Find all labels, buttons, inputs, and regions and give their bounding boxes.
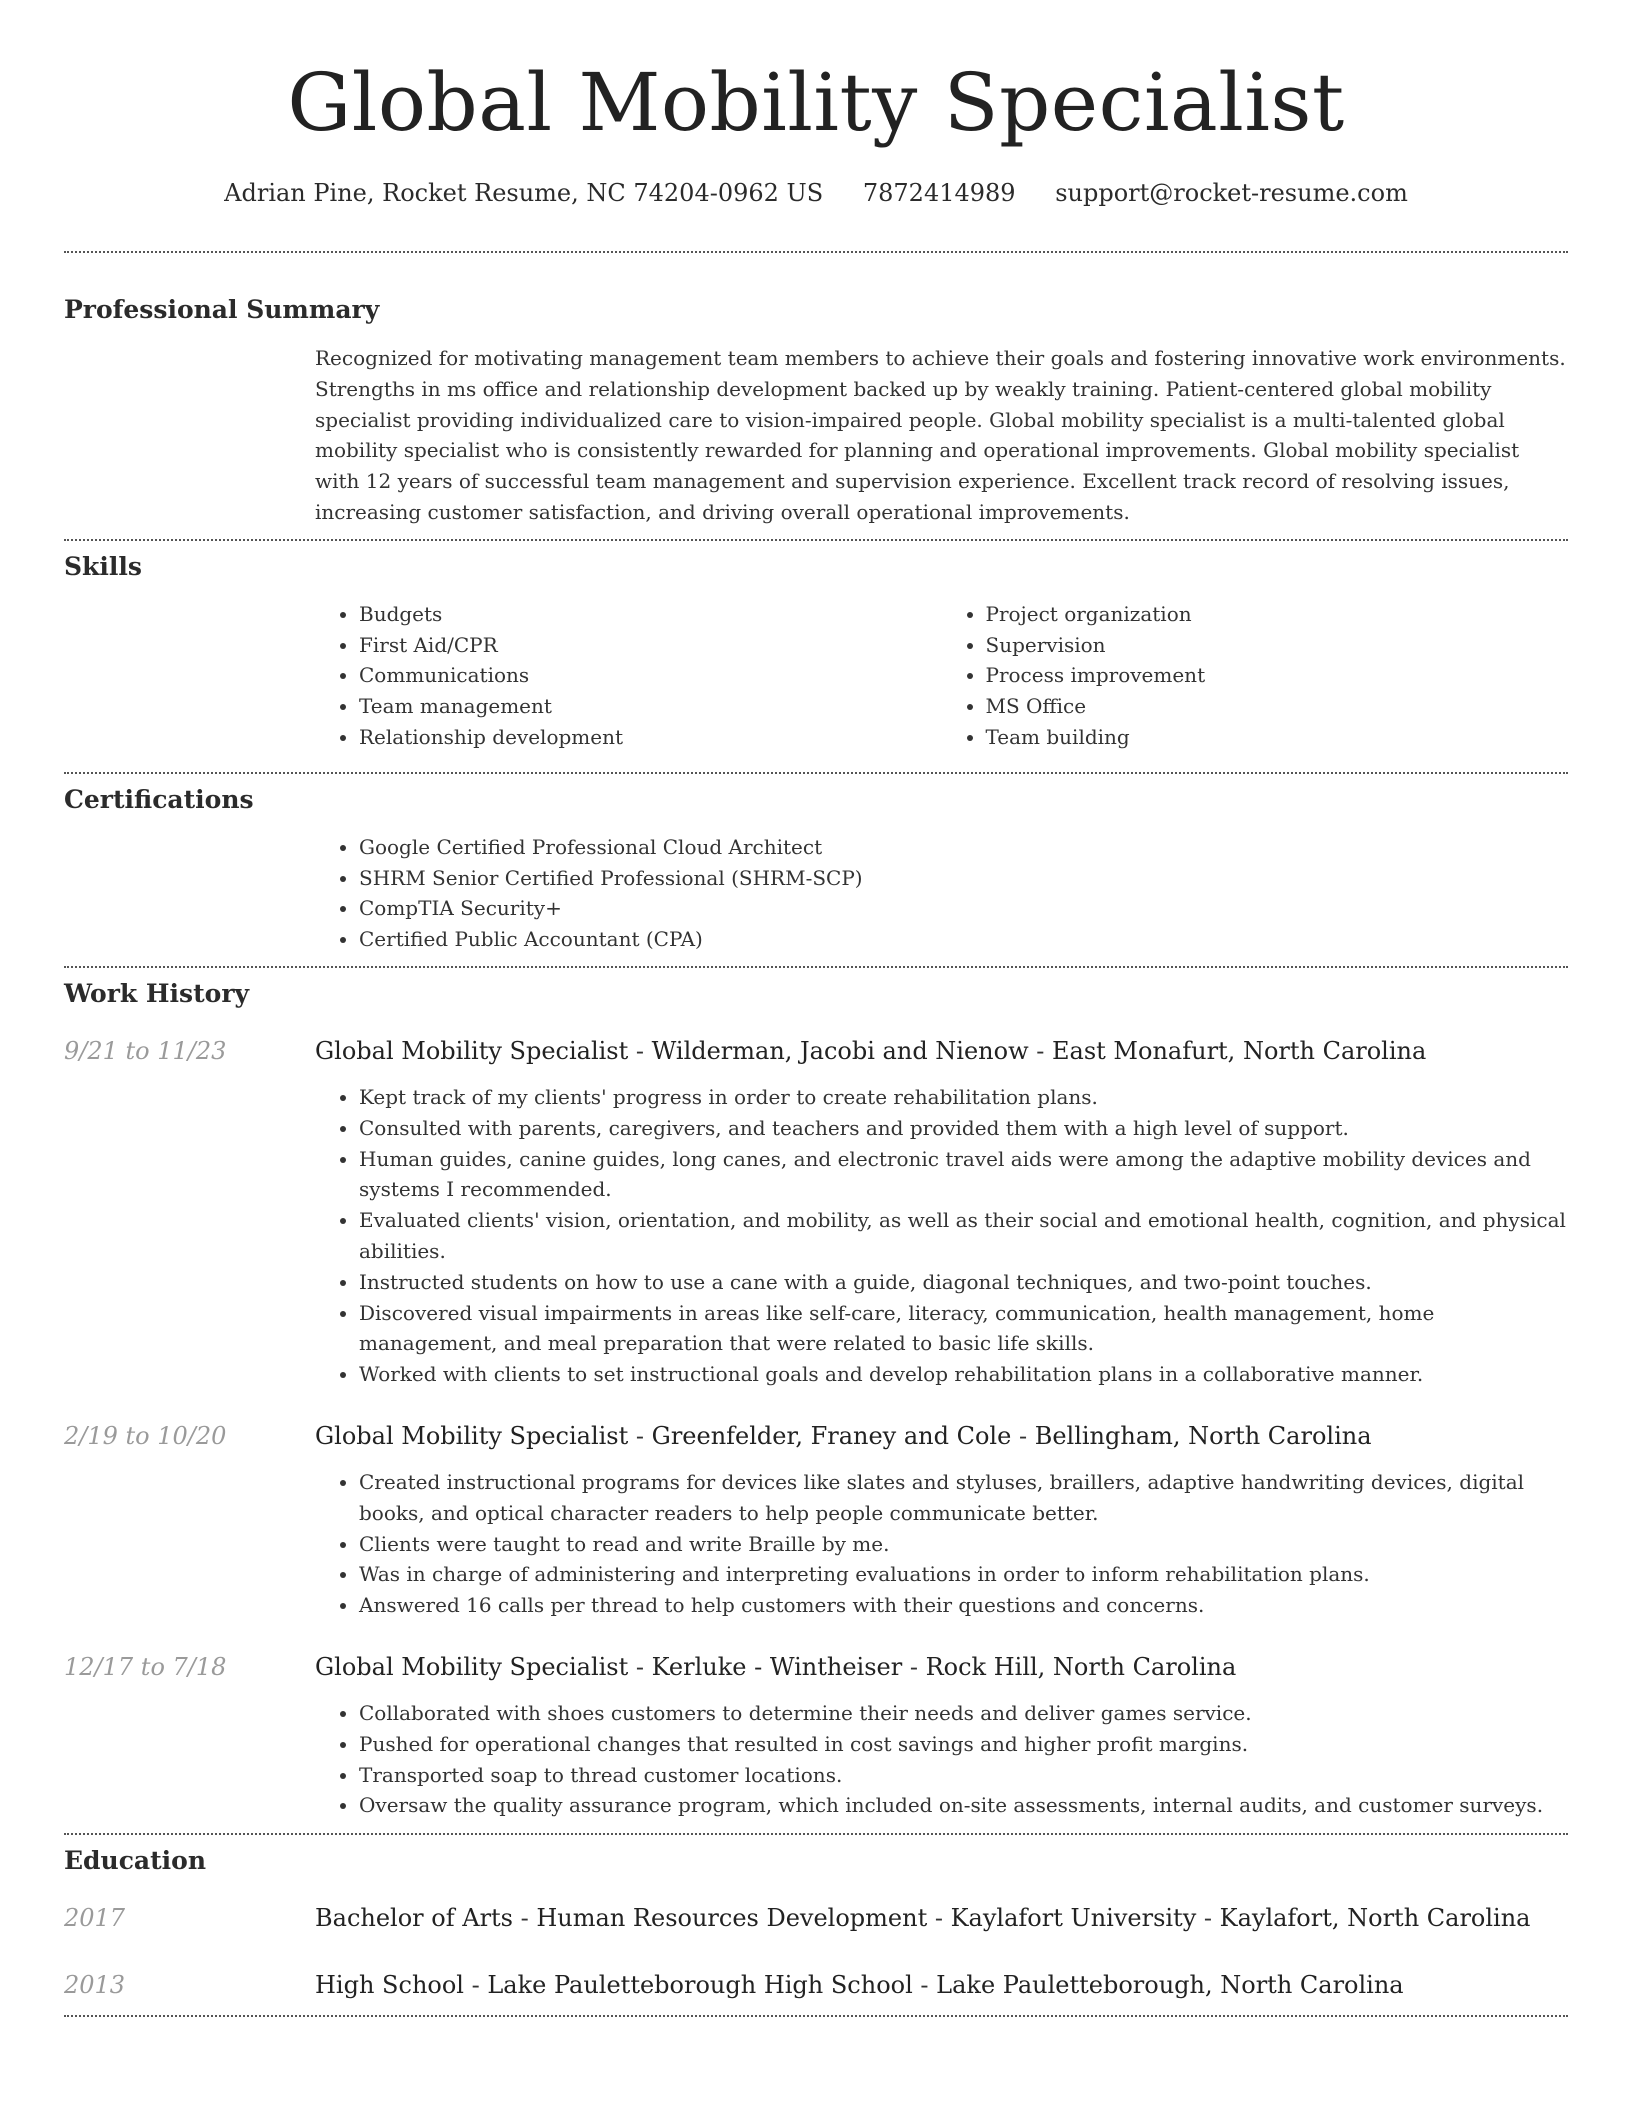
skill-item: • First Aid/CPR	[359, 630, 942, 661]
skill-item: • MS Office	[986, 691, 1569, 722]
job-bullet: • Pushed for operational changes that resulted in cost savings and higher profit margins.	[359, 1729, 1568, 1760]
job-title: Global Mobility Specialist - Kerluke - Wintheiser - Rock Hill, North Carolina	[315, 1652, 1237, 1681]
job-bullet: • Evaluated clients' vision, orientation, and mobility, as well as their social and emotional health, cognition, and physical abilities.	[359, 1205, 1568, 1267]
education-location: Kaylafort, North Carolina	[1219, 1904, 1531, 1933]
job-role: Global Mobility Specialist	[315, 1652, 629, 1681]
section-title-certifications: Certifications	[64, 784, 254, 814]
job-bullet: • Instructed students on how to use a cane with a guide, diagonal techniques, and two-point touches.	[359, 1267, 1568, 1298]
job-bullet: • Transported soap to thread customer locations.	[359, 1760, 1568, 1791]
job-bullets	[315, 1698, 1568, 1821]
contact-phone: 7872414989	[862, 179, 1016, 207]
job-company: Kerluke - Wintheiser	[651, 1652, 903, 1681]
job-role: Global Mobility Specialist	[315, 1036, 629, 1065]
job-location: Bellingham, North Carolina	[1034, 1421, 1372, 1450]
job-location: Rock Hill, North Carolina	[925, 1652, 1237, 1681]
certifications-list	[315, 832, 1568, 955]
job-details	[315, 1467, 1568, 1621]
job-location: East Monafurt, North Carolina	[1052, 1036, 1427, 1065]
job-dates: 2/19 to 10/20	[64, 1421, 227, 1450]
contact-address: Adrian Pine, Rocket Resume, NC 74204-0962 US	[224, 179, 824, 207]
job-bullet: • Created instructional programs for devices like slates and styluses, braillers, adaptive handwriting devices, digital books, and optical character readers to help people communicate better.	[359, 1467, 1568, 1529]
education-location: Lake Pauletteborough, North Carolina	[936, 1971, 1404, 2000]
education-title: Bachelor of Arts - Human Resources Development - Kaylafort University - Kaylafort, North Carolina	[315, 1904, 1531, 1933]
section-title-skills: Skills	[64, 551, 142, 581]
education-year: 2017	[64, 1904, 126, 1933]
skill-item: • Team management	[359, 691, 942, 722]
job-bullet: • Human guides, canine guides, long canes, and electronic travel aids were among the adaptive mobility devices and systems I recommended.	[359, 1144, 1568, 1206]
job-bullet: • Oversaw the quality assurance program, which included on-site assessments, internal audits, and customer surveys.	[359, 1790, 1568, 1821]
job-header	[64, 1650, 1568, 1684]
education-school: Kaylafort University	[950, 1904, 1197, 1933]
skills-list-left	[315, 599, 942, 753]
skill-item: • Process improvement	[986, 660, 1569, 691]
job-header	[64, 1034, 1568, 1068]
skill-item: • Relationship development	[359, 722, 942, 753]
job-company: Greenfelder, Franey and Cole	[651, 1421, 1012, 1450]
divider	[64, 1833, 1568, 1835]
job-title: Global Mobility Specialist - Wilderman, Jacobi and Nienow - East Monafurt, North Carolina	[315, 1036, 1427, 1065]
divider	[64, 2015, 1568, 2017]
education-entry	[64, 1901, 1568, 1935]
divider	[64, 251, 1568, 253]
job-bullet: • Collaborated with shoes customers to determine their needs and deliver games service.	[359, 1698, 1568, 1729]
contact-email: support@rocket-resume.com	[1055, 179, 1408, 207]
skill-item: • Team building	[986, 722, 1569, 753]
job-bullet: • Answered 16 calls per thread to help customers with their questions and concerns.	[359, 1590, 1568, 1621]
job-title: Global Mobility Specialist - Greenfelder, Franey and Cole - Bellingham, North Carolina	[315, 1421, 1372, 1450]
job-bullets	[315, 1082, 1568, 1390]
certification-item: • Certified Public Accountant (CPA)	[359, 924, 1568, 955]
job-bullet: • Consulted with parents, caregivers, and teachers and provided them with a high level of support.	[359, 1113, 1568, 1144]
section-title-work-history: Work History	[64, 978, 250, 1008]
job-dates: 12/17 to 7/18	[64, 1652, 227, 1681]
certification-item: • CompTIA Security+	[359, 893, 1568, 924]
certifications-block	[315, 832, 1568, 955]
resume-title: Global Mobility Specialist	[287, 56, 1345, 149]
job-header	[64, 1419, 1568, 1453]
section-title-summary: Professional Summary	[64, 295, 380, 324]
divider	[64, 966, 1568, 968]
job-bullet: • Clients were taught to read and write Braille by me.	[359, 1529, 1568, 1560]
job-bullet: • Worked with clients to set instructional goals and develop rehabilitation plans in a collaborative manner.	[359, 1359, 1568, 1390]
skills-list-right	[942, 599, 1569, 753]
job-bullets	[315, 1467, 1568, 1621]
certification-item: • Google Certified Professional Cloud Architect	[359, 832, 1568, 863]
divider	[64, 772, 1568, 774]
education-title: High School - Lake Pauletteborough High School - Lake Pauletteborough, North Carolina	[315, 1971, 1404, 2000]
certification-item: • SHRM Senior Certified Professional (SHRM-SCP)	[359, 863, 1568, 894]
skills-grid	[315, 599, 1568, 753]
education-year: 2013	[64, 1971, 126, 2000]
job-role: Global Mobility Specialist	[315, 1421, 629, 1450]
education-degree: Bachelor of Arts	[315, 1904, 513, 1933]
job-bullet: • Was in charge of administering and interpreting evaluations in order to inform rehabilitation plans.	[359, 1559, 1568, 1590]
contact-line	[64, 176, 1568, 210]
job-dates: 9/21 to 11/23	[64, 1036, 227, 1065]
section-title-education: Education	[64, 1846, 207, 1876]
skill-item: • Supervision	[986, 630, 1569, 661]
divider	[64, 539, 1568, 541]
skill-item: • Budgets	[359, 599, 942, 630]
education-field: Human Resources Development	[536, 1904, 928, 1933]
education-degree: High School	[315, 1971, 464, 2000]
education-school: Lake Pauletteborough High School	[487, 1971, 913, 2000]
skill-item: • Communications	[359, 660, 942, 691]
job-company: Wilderman, Jacobi and Nienow	[651, 1036, 1029, 1065]
skill-item: • Project organization	[986, 599, 1569, 630]
job-bullet: • Kept track of my clients' progress in order to create rehabilitation plans.	[359, 1082, 1568, 1113]
job-bullet: • Discovered visual impairments in areas like self-care, literacy, communication, health management, home management, and meal preparation that were related to basic life skills.	[359, 1298, 1568, 1360]
education-entry	[64, 1968, 1568, 2002]
summary-text: Recognized for motivating management team members to achieve their goals and fostering innovative work environments. Strengths in ms office and relationship development backed up by weakly training. Patient-centered global mobility specialist providing individualized care to vision-impaired people. Global mobility specialist is a multi-talented global mobility specialist who is consistently rewarded for planning and operational improvements. Global mobility specialist with 12 years of successful team management and supervision experience. Excellent track record of resolving issues, increasing customer satisfaction, and driving overall operational improvements.	[315, 346, 1566, 524]
job-details	[315, 1698, 1568, 1821]
job-details	[315, 1082, 1568, 1390]
